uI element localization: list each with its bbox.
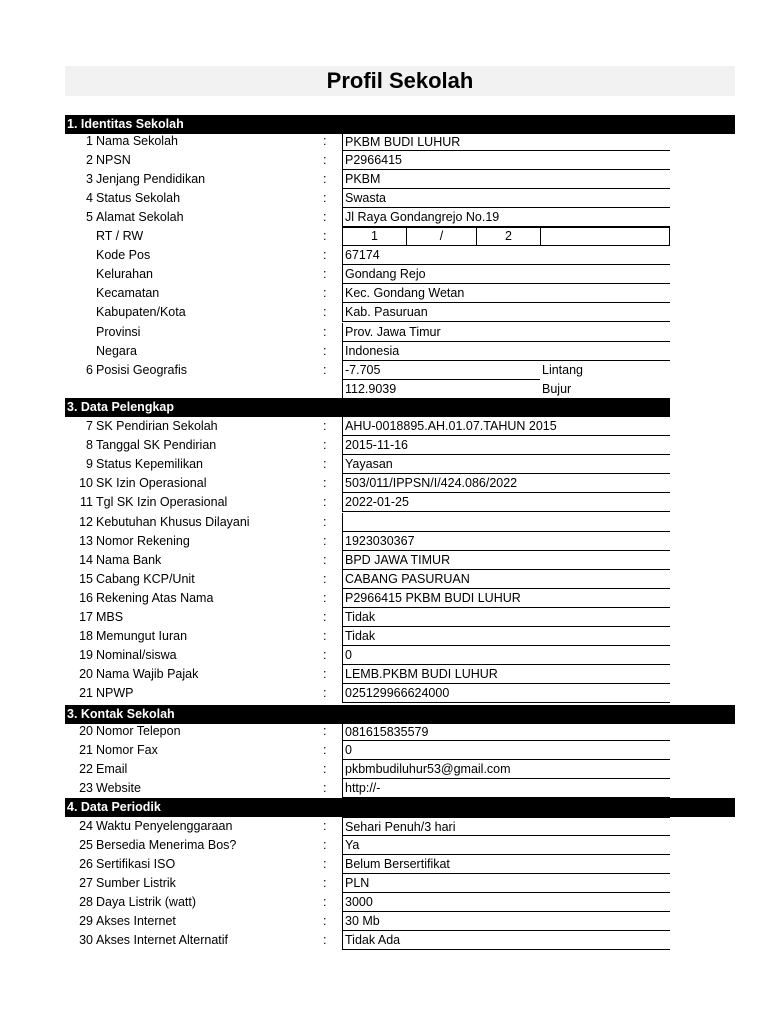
row-label: Sumber Listrik (96, 875, 176, 890)
row-colon: : (323, 209, 327, 224)
row-kontak-23 (65, 779, 670, 798)
row-pelengkap-9 (65, 455, 670, 474)
row-colon: : (323, 837, 327, 852)
row-number: 6 (86, 362, 93, 377)
row-label: SK Izin Operasional (96, 476, 207, 491)
row-colon: : (323, 362, 327, 377)
row-geo-lintang (65, 361, 670, 380)
row-pelengkap-13 (65, 532, 670, 551)
row-label: Kelurahan (96, 267, 153, 282)
row-label: Posisi Geografis (96, 362, 188, 377)
section-pelengkap-header: 3. Data Pelengkap (65, 398, 670, 417)
row-colon: : (323, 686, 327, 701)
row-label: NPWP (96, 686, 134, 701)
row-colon: : (323, 229, 327, 243)
row-label: Kebutuhan Khusus Dilayani (96, 514, 250, 529)
row-pelengkap-17 (65, 608, 670, 627)
row-number: 14 (79, 552, 93, 567)
row-pelengkap-12 (65, 513, 670, 532)
row-value-cell[interactable]: PKBM BUDI LUHUR (342, 132, 670, 151)
row-colon: : (323, 324, 327, 339)
row-label: MBS (96, 610, 124, 624)
row-label: Sertifikasi ISO (96, 856, 176, 871)
row-pelengkap-15 (65, 570, 670, 589)
row-periodik-28 (65, 893, 670, 912)
row-value-cell[interactable]: Tidak (342, 627, 670, 646)
row-pelengkap-16 (65, 589, 670, 608)
section-periodik-header: 4. Data Periodik (65, 798, 735, 817)
row-unit-label: Lintang (542, 362, 584, 377)
section-identitas-header: 1. Identitas Sekolah (65, 115, 735, 134)
row-periodik-26 (65, 855, 670, 874)
row-identitas-10 (65, 323, 670, 342)
row-colon: : (323, 267, 327, 282)
row-number: 19 (79, 648, 93, 663)
row-label: Status Kepemilikan (96, 457, 204, 472)
row-label: Kode Pos (96, 248, 151, 263)
row-label: Tanggal SK Pendirian (96, 438, 217, 453)
row-colon: : (323, 762, 327, 777)
row-number: 18 (79, 629, 93, 644)
row-pelengkap-18 (65, 627, 670, 646)
row-label: Website (96, 781, 141, 796)
row-pelengkap-20 (65, 665, 670, 684)
row-periodik-25 (65, 836, 670, 855)
row-label: Alamat Sekolah (96, 209, 184, 224)
row-label: Waktu Penyelenggaraan (96, 818, 233, 833)
row-label: Jenjang Pendidikan (96, 171, 206, 186)
row-colon: : (323, 476, 327, 491)
row-number: 16 (79, 590, 93, 605)
row-value-cell[interactable]: 2015-11-16 (342, 436, 670, 455)
row-colon: : (323, 190, 327, 205)
row-value-cell[interactable]: PLN (342, 874, 670, 893)
row-colon: : (323, 248, 327, 263)
row-value-cell[interactable]: Swasta (342, 189, 670, 208)
row-label: Daya Listrik (watt) (96, 894, 197, 909)
row-colon: : (323, 914, 327, 928)
row-value-cell[interactable]: Tidak Ada (342, 931, 670, 950)
row-colon: : (323, 495, 327, 510)
row-number: 22 (79, 762, 93, 777)
row-identitas-9 (65, 303, 670, 322)
row-colon: : (323, 743, 327, 758)
section-kontak-header: 3. Kontak Sekolah (65, 705, 735, 724)
row-label: Kabupaten/Kota (96, 305, 186, 320)
row-number: 5 (86, 209, 93, 224)
row-colon: : (323, 133, 327, 148)
row-value-cell[interactable]: Jl Raya Gondangrejo No.19 (342, 208, 670, 227)
row-number: 17 (79, 610, 93, 624)
row-number: 28 (79, 894, 93, 909)
row-pelengkap-8 (65, 436, 670, 455)
row-value-cell[interactable]: 503/011/IPPSN/I/424.086/2022 (342, 474, 670, 493)
row-colon: : (323, 724, 327, 738)
row-colon: : (323, 343, 327, 358)
row-pelengkap-14 (65, 551, 670, 570)
row-number: 29 (79, 914, 93, 928)
row-label: Tgl SK Izin Operasional (96, 495, 228, 510)
row-colon: : (323, 590, 327, 605)
row-value-cell[interactable]: 2022-01-25 (342, 493, 670, 512)
rt-value-cell[interactable]: 1 (343, 228, 407, 245)
row-label: Negara (96, 343, 137, 358)
row-identitas-7 (65, 265, 670, 284)
row-colon: : (323, 438, 327, 453)
row-pelengkap-10 (65, 474, 670, 493)
row-label: RT / RW (96, 229, 144, 243)
row-identitas-6 (65, 246, 670, 265)
row-colon: : (323, 875, 327, 890)
row-colon: : (323, 894, 327, 909)
row-periodik-27 (65, 874, 670, 893)
row-label: Nomor Rekening (96, 533, 190, 548)
row-colon: : (323, 457, 327, 472)
row-number: 15 (79, 571, 93, 586)
row-colon: : (323, 286, 327, 301)
row-colon: : (323, 856, 327, 871)
row-value-cell[interactable] (342, 513, 670, 532)
row-colon: : (323, 552, 327, 567)
row-number: 13 (79, 533, 93, 548)
row-value-cell[interactable]: Tidak (342, 608, 670, 627)
rt-rw-cells (342, 227, 670, 246)
row-value-cell[interactable]: P2966415 PKBM BUDI LUHUR (342, 589, 670, 608)
row-label: Nama Wajib Pajak (96, 667, 199, 682)
row-number: 21 (79, 743, 93, 758)
row-value-cell[interactable]: 3000 (342, 893, 670, 912)
row-number: 8 (86, 438, 93, 453)
row-colon: : (323, 667, 327, 682)
row-value-cell[interactable]: 1923030367 (342, 532, 670, 551)
row-value-cell[interactable]: PKBM (342, 170, 670, 189)
row-number: 30 (79, 933, 93, 948)
row-value-cell[interactable]: Kab. Pasuruan (342, 303, 670, 322)
row-colon: : (323, 629, 327, 644)
row-value-cell[interactable]: 025129966624000 (342, 684, 670, 703)
row-number: 27 (79, 875, 93, 890)
row-number: 20 (79, 724, 93, 738)
row-value-cell[interactable]: BPD JAWA TIMUR (342, 551, 670, 570)
row-value-cell[interactable]: Sehari Penuh/3 hari (342, 817, 670, 836)
page-title-bar (65, 66, 735, 96)
row-label: Nama Sekolah (96, 133, 178, 148)
row-value-cell[interactable]: P2966415 (342, 151, 670, 170)
row-label: SK Pendirian Sekolah (96, 419, 218, 433)
row-label: Memungut Iuran (96, 629, 188, 644)
row-value-cell[interactable]: 30 Mb (342, 912, 670, 931)
row-colon: : (323, 818, 327, 833)
row-pelengkap-7 (65, 417, 670, 436)
row-number: 12 (79, 514, 93, 529)
row-value-cell[interactable]: Belum Bersertifikat (342, 855, 670, 874)
row-label: Email (96, 762, 128, 777)
row-colon: : (323, 648, 327, 663)
row-label: Rekening Atas Nama (96, 590, 214, 605)
row-number: 24 (79, 818, 93, 833)
rt-rw-separator: / (407, 228, 477, 245)
row-colon: : (323, 610, 327, 624)
row-label: NPSN (96, 152, 131, 167)
row-colon: : (323, 933, 327, 948)
row-colon: : (323, 571, 327, 586)
row-number: 10 (79, 476, 93, 491)
row-number: 25 (79, 837, 93, 852)
row-label: Nomor Fax (96, 743, 158, 758)
row-number: 20 (79, 667, 93, 682)
row-identitas-11 (65, 342, 670, 361)
row-value-cell[interactable]: Kec. Gondang Wetan (342, 284, 670, 303)
row-value-cell[interactable]: AHU-0018895.AH.01.07.TAHUN 2015 (342, 417, 670, 436)
row-label: Nominal/siswa (96, 648, 177, 663)
row-label: Provinsi (96, 324, 141, 339)
row-periodik-24 (65, 817, 670, 836)
row-value-cell[interactable]: Prov. Jawa Timur (342, 323, 670, 342)
row-number: 26 (79, 856, 93, 871)
row-geo-bujur (65, 380, 670, 399)
row-kontak-22 (65, 760, 670, 779)
row-number: 11 (80, 495, 93, 510)
row-identitas-3 (65, 170, 670, 189)
row-value-cell[interactable]: LEMB.PKBM BUDI LUHUR (342, 665, 670, 684)
row-number: 4 (86, 190, 93, 205)
row-periodik-30 (65, 931, 670, 950)
row-pelengkap-11 (65, 493, 670, 512)
row-value-cell[interactable]: Indonesia (342, 342, 670, 361)
row-value-cell[interactable]: 0 (342, 646, 670, 665)
row-colon: : (323, 305, 327, 320)
row-label: Status Sekolah (96, 190, 181, 205)
row-identitas-2 (65, 151, 670, 170)
row-value-cell[interactable]: 0 (342, 741, 670, 760)
row-value-cell[interactable]: Ya (342, 836, 670, 855)
row-number: 1 (86, 133, 93, 148)
row-label: Akses Internet (96, 914, 176, 928)
row-number: 21 (79, 686, 93, 701)
row-colon: : (323, 171, 327, 186)
row-label: Akses Internet Alternatif (96, 933, 229, 948)
page-title: Profil Sekolah (326, 68, 474, 93)
row-identitas-8 (65, 284, 670, 303)
row-unit-label: Bujur (542, 381, 572, 396)
row-value-cell[interactable]: CABANG PASURUAN (342, 570, 670, 589)
row-pelengkap-21 (65, 684, 670, 703)
row-number: 7 (86, 419, 93, 433)
row-label: Nama Bank (96, 552, 162, 567)
row-value-cell[interactable]: 081615835579 (342, 722, 670, 741)
row-colon: : (323, 514, 327, 529)
row-number: 2 (86, 152, 93, 167)
row-label: Cabang KCP/Unit (96, 571, 195, 586)
row-number: 23 (79, 781, 93, 796)
row-identitas-5 (65, 208, 670, 227)
row-value-cell[interactable]: -7.705 (342, 361, 540, 380)
row-colon: : (323, 152, 327, 167)
row-colon: : (323, 419, 327, 433)
row-pelengkap-19 (65, 646, 670, 665)
row-label: Bersedia Menerima Bos? (96, 837, 237, 852)
row-label: Kecamatan (96, 286, 160, 301)
rt-rw-empty-cell (541, 228, 669, 245)
row-identitas-4 (65, 189, 670, 208)
row-number: 9 (86, 457, 93, 472)
row-value-cell[interactable]: pkbmbudiluhur53@gmail.com (342, 760, 670, 779)
row-number: 3 (86, 171, 93, 186)
rw-value-cell[interactable]: 2 (477, 228, 541, 245)
row-value-cell[interactable]: http://- (342, 779, 670, 798)
row-kontak-20 (65, 722, 670, 741)
row-identitas-1 (65, 132, 670, 151)
row-value-cell[interactable]: 112.9039 (342, 380, 540, 399)
row-kontak-21 (65, 741, 670, 760)
row-colon: : (323, 533, 327, 548)
row-value-cell[interactable]: Gondang Rejo (342, 265, 670, 284)
row-label: Nomor Telepon (96, 724, 181, 738)
row-rt-rw (65, 227, 670, 246)
row-colon: : (323, 781, 327, 796)
row-value-cell[interactable]: Yayasan (342, 455, 670, 474)
row-periodik-29 (65, 912, 670, 931)
row-value-cell[interactable]: 67174 (342, 246, 670, 265)
